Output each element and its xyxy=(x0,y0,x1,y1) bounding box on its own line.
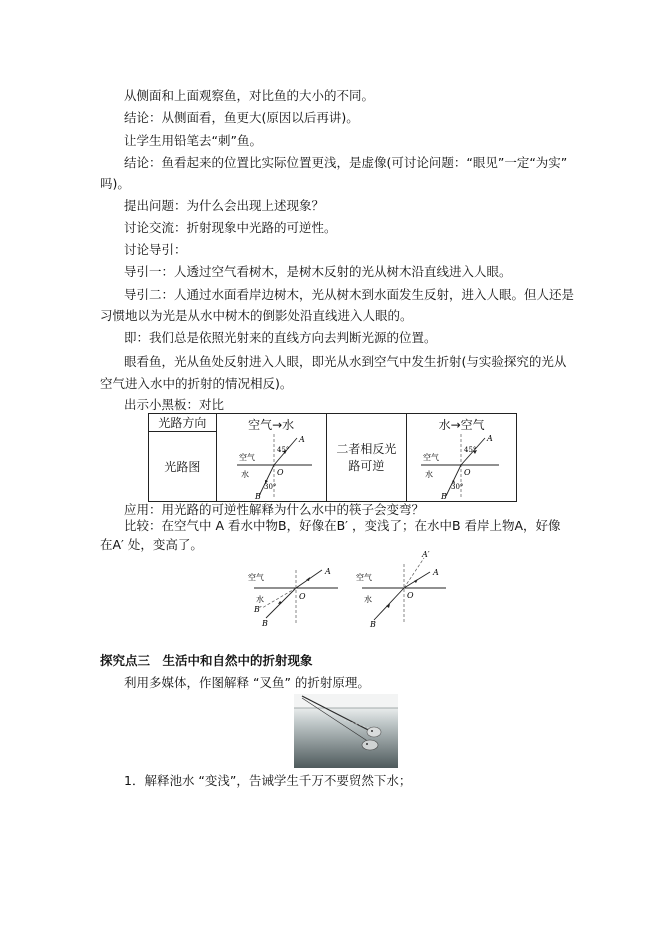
text-line-14: 空气进入水中的折射的情况相反)。 xyxy=(100,376,293,391)
water-to-air-cell xyxy=(407,414,517,502)
refraction-figure-higher xyxy=(352,548,457,628)
text-line-19: 利用多媒体，作图解释 “叉鱼” 的折射原理。 xyxy=(124,675,370,690)
text-line-3: 让学生用铅笔去“刺”鱼。 xyxy=(124,133,262,148)
fig1-label-air: 空气 xyxy=(248,573,264,582)
fig2-label-A-prime: A′ xyxy=(422,550,430,559)
label-A: A xyxy=(298,435,305,444)
text-line-2: 结论：从侧面看，鱼更大(原因以后再讲)。 xyxy=(124,110,359,125)
water-to-air-title: 水→空气 xyxy=(438,418,485,432)
comparison-table xyxy=(148,413,517,502)
label-45: 45° xyxy=(276,446,290,454)
fig2-label-A: A xyxy=(433,568,439,577)
text-line-9: 导引一：人透过空气看树木，是树木反射的光从树木沿直线进入人眼。 xyxy=(124,264,512,279)
text-line-1: 从侧面和上面观察鱼，对比鱼的大小的不同。 xyxy=(124,88,375,103)
fig1-label-A: A xyxy=(325,567,331,576)
text-line-10: 导引二：人通过水面看岸边树木，光从树木到水面发生反射，进入人眼。但人还是 xyxy=(124,287,575,302)
air-to-water-title: 空气→水 xyxy=(248,418,295,432)
refraction-figure-shallower xyxy=(240,558,345,628)
label-water-2: 水 xyxy=(425,470,434,479)
fig1-label-water: 水 xyxy=(256,595,264,604)
fig1-label-O: O xyxy=(299,592,306,601)
text-line-18: 在A′ 处，变高了。 xyxy=(100,537,203,552)
label-O-2: O xyxy=(464,468,471,477)
text-line-16: 应用：用光路的可逆性解释为什么水中的筷子会变弯？ xyxy=(124,502,425,517)
label-B-2: B xyxy=(441,492,448,500)
text-line-7: 讨论交流：折射现象中光路的可逆性。 xyxy=(124,220,337,235)
text-line-11: 习惯地以为光是从水中树木的倒影处沿直线进入人眼的。 xyxy=(100,308,413,323)
fig2-label-air: 空气 xyxy=(356,573,372,582)
fig2-label-B: B xyxy=(370,620,376,628)
text-line-8: 讨论导引： xyxy=(124,242,187,257)
water-to-air-diagram xyxy=(407,414,517,500)
label-air: 空气 xyxy=(238,453,255,462)
label-30-2: 30° xyxy=(451,483,464,491)
reversible-note xyxy=(326,414,407,502)
label-45-2: 45° xyxy=(464,446,477,454)
label-A-2: A xyxy=(487,434,494,443)
text-line-6: 提出问题：为什么会出现上述现象？ xyxy=(124,198,325,213)
label-B: B xyxy=(254,492,261,500)
fig1-label-B-prime: B′ xyxy=(254,605,262,614)
label-30: 30° xyxy=(263,483,277,491)
label-water: 水 xyxy=(240,470,249,479)
fig2-label-O: O xyxy=(407,591,414,600)
fish-spearing-illustration xyxy=(294,694,398,768)
reversible-note-line1: 二者相反光 xyxy=(336,441,397,456)
fig2-label-water: 水 xyxy=(364,595,372,604)
fig1-label-B: B xyxy=(262,619,268,628)
text-line-20: 1．解释池水 “变浅”，告诫学生千万不要贸然下水； xyxy=(124,773,412,788)
air-to-water-cell xyxy=(216,414,326,502)
row-label-diagram: 光路图 xyxy=(149,432,217,502)
text-line-4: 结论：鱼看起来的位置比实际位置更浅，是虚像(可讨论问题：“眼见”一定“为实” xyxy=(124,155,568,170)
reversible-note-line2: 路可逆 xyxy=(348,458,385,473)
air-to-water-diagram xyxy=(217,414,327,500)
text-line-17: 比较：在空气中 A 看水中物B，好像在B′ ，变浅了；在水中B 看岸上物A，好像 xyxy=(124,518,561,533)
text-line-5: 吗)。 xyxy=(100,176,130,191)
label-O: O xyxy=(276,468,284,477)
text-line-13: 眼看鱼，光从鱼处反射进入人眼，即光从水到空气中发生折射(与实验探究的光从 xyxy=(124,354,567,369)
header-light-direction: 光路方向 xyxy=(149,414,217,432)
text-line-12: 即：我们总是依照光射来的直线方向去判断光源的位置。 xyxy=(124,330,437,345)
label-air-2: 空气 xyxy=(423,453,440,462)
text-line-15: 出示小黑板：对比 xyxy=(124,397,225,412)
section-title: 探究点三 生活中和自然中的折射现象 xyxy=(100,653,313,668)
